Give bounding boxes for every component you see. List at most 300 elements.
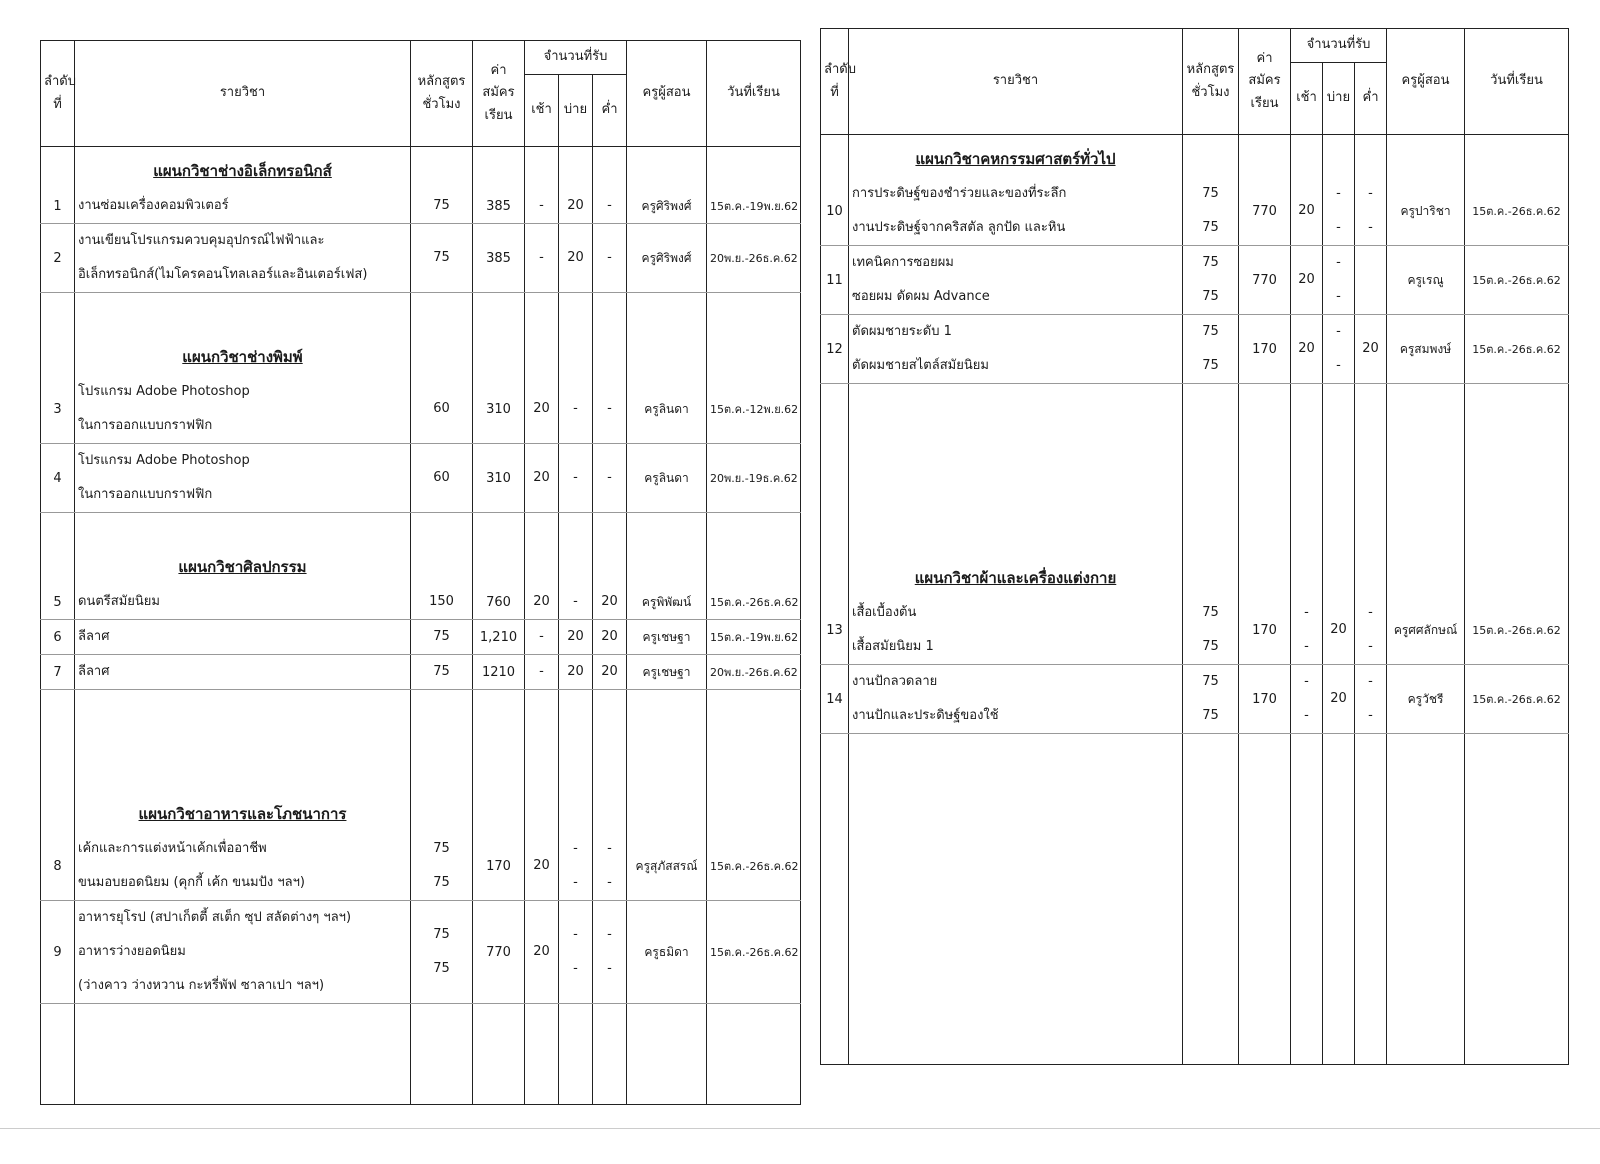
header-morning: เช้า [1291, 63, 1323, 135]
course-fee: 770 [1239, 246, 1291, 315]
capacity-evening-value: - [607, 927, 612, 942]
dept-empty-cell [411, 790, 473, 832]
course-subject-line: (ว่างคาว ว่างหวาน กะหรี่พัฟ ซาลาเปา ฯลฯ) [78, 978, 325, 993]
dept-empty-cell [411, 333, 473, 375]
header-subject: รายวิชา [849, 29, 1183, 135]
course-row [821, 315, 1569, 384]
course-subject-line: ในการออกแบบกราฟฟิก [78, 487, 213, 502]
course-date: 20พ.ย.-26ธ.ค.62 [707, 655, 801, 690]
course-subject-line: ลีลาศ [78, 629, 110, 644]
capacity-morning [1291, 177, 1323, 246]
capacity-morning-value: 20 [533, 594, 550, 609]
course-number: 13 [821, 596, 849, 665]
dept-empty-cell [1323, 135, 1355, 178]
gap-cell [41, 513, 75, 544]
dept-empty-cell [1239, 554, 1291, 596]
course-subject-line: ในการออกแบบกราฟฟิก [78, 418, 213, 433]
filler-cell [525, 1004, 559, 1105]
capacity-morning-value: 20 [533, 944, 550, 959]
course-hours [411, 224, 473, 293]
header-subject: รายวิชา [75, 41, 411, 147]
course-teacher: ครูปาริชา [1387, 177, 1465, 246]
dept-empty-cell [411, 147, 473, 190]
capacity-morning-value: 20 [533, 470, 550, 485]
department-title-cell [849, 554, 1183, 596]
dept-empty-cell [525, 543, 559, 585]
filler-cell [627, 1004, 707, 1105]
dept-empty-cell [707, 333, 801, 375]
course-hours [1183, 665, 1239, 734]
gap-cell [41, 293, 75, 334]
course-subject [849, 665, 1183, 734]
course-hours-value: 75 [433, 629, 450, 644]
dept-empty-cell [1239, 135, 1291, 178]
capacity-evening-value: - [1368, 674, 1373, 689]
dept-empty-cell [559, 790, 593, 832]
course-fee: 170 [1239, 315, 1291, 384]
header-hours: หลักสูตรชั่วโมง [411, 41, 473, 147]
course-subject [849, 246, 1183, 315]
left-table-body [41, 147, 801, 1105]
course-subject-line: โปรแกรม Adobe Photoshop [78, 384, 250, 399]
dept-empty-cell [1291, 135, 1323, 178]
course-hours [411, 444, 473, 513]
dept-empty-cell [627, 147, 707, 190]
table-bottom-filler [41, 1004, 801, 1105]
capacity-afternoon-value: 20 [567, 664, 584, 679]
header-teacher: ครูผู้สอน [1387, 29, 1465, 135]
dept-empty-cell [627, 543, 707, 585]
department-title: แผนกวิชาช่างพิมพ์ [182, 348, 303, 366]
course-subject [849, 315, 1183, 384]
gap-cell [707, 690, 801, 791]
gap-cell [525, 513, 559, 544]
course-teacher: ครูเชษฐา [627, 620, 707, 655]
dept-empty-cell [707, 790, 801, 832]
capacity-morning [1291, 665, 1323, 734]
capacity-evening [1355, 596, 1387, 665]
dept-empty-cell [473, 543, 525, 585]
course-hours-value: 75 [1202, 289, 1219, 304]
header-date: วันที่เรียน [1465, 29, 1569, 135]
filler-cell [411, 1004, 473, 1105]
course-teacher: ครูลินดา [627, 375, 707, 444]
dept-empty-cell [559, 543, 593, 585]
capacity-afternoon-value: - [573, 961, 578, 976]
course-subject [75, 832, 411, 901]
department-title-cell [75, 147, 411, 190]
capacity-morning-value: - [1304, 674, 1309, 689]
filler-cell [75, 1004, 411, 1105]
header-afternoon: บ่าย [1323, 63, 1355, 135]
capacity-evening-value: - [1368, 605, 1373, 620]
course-date: 15ต.ค.-19พ.ย.62 [707, 189, 801, 224]
course-hours [411, 832, 473, 901]
capacity-afternoon [559, 832, 593, 901]
capacity-morning-value: 20 [533, 858, 550, 873]
course-hours-value: 75 [1202, 605, 1219, 620]
capacity-morning-value: - [539, 664, 544, 679]
dept-empty-cell [411, 543, 473, 585]
course-hours-value: 150 [429, 594, 454, 609]
department-title: แผนกวิชาศิลปกรรม [178, 558, 307, 576]
gap-cell [1465, 384, 1569, 555]
filler-cell [559, 1004, 593, 1105]
capacity-evening [1355, 665, 1387, 734]
capacity-afternoon [559, 444, 593, 513]
capacity-evening [1355, 246, 1387, 315]
course-fee: 1210 [473, 655, 525, 690]
capacity-afternoon [1323, 315, 1355, 384]
course-subject-line: อิเล็กทรอนิกส์(ไมโครคอนโทลเลอร์และอินเตอร์เฟส) [78, 267, 368, 282]
capacity-afternoon-value: - [573, 594, 578, 609]
course-row [41, 585, 801, 620]
course-subject [75, 655, 411, 690]
header-evening: ค่ำ [1355, 63, 1387, 135]
course-date: 15ต.ค.-26ธ.ค.62 [1465, 596, 1569, 665]
course-date: 15ต.ค.-26ธ.ค.62 [1465, 665, 1569, 734]
capacity-afternoon-value: 20 [1330, 622, 1347, 637]
header-fee: ค่าสมัครเรียน [473, 41, 525, 147]
capacity-afternoon [559, 655, 593, 690]
course-hours-value: 75 [433, 961, 450, 976]
dept-empty-cell [593, 543, 627, 585]
course-teacher: ครูเรณู [1387, 246, 1465, 315]
department-row [41, 147, 801, 190]
department-title: แผนกวิชาช่างอิเล็กทรอนิกส์ [153, 162, 332, 180]
course-subject-line: เทคนิคการซอยผม [852, 255, 954, 270]
course-fee: 760 [473, 585, 525, 620]
gap-cell [627, 293, 707, 334]
gap-cell [593, 690, 627, 791]
capacity-afternoon [559, 375, 593, 444]
capacity-morning [525, 655, 559, 690]
dept-empty-cell [627, 333, 707, 375]
capacity-evening [1355, 315, 1387, 384]
department-title: แผนกวิชาผ้าและเครื่องแต่งกาย [914, 569, 1117, 587]
capacity-evening-value: - [607, 961, 612, 976]
course-hours-value: 75 [433, 841, 450, 856]
table-bottom-filler [821, 734, 1569, 1065]
capacity-afternoon-value: 20 [1330, 691, 1347, 706]
gap-cell [41, 690, 75, 791]
capacity-morning-value: 20 [1298, 203, 1315, 218]
dept-empty-cell [1291, 554, 1323, 596]
course-subject [75, 224, 411, 293]
capacity-evening-value: 20 [601, 664, 618, 679]
course-teacher: ครูพิพัฒน์ [627, 585, 707, 620]
capacity-afternoon-value: 20 [567, 250, 584, 265]
course-teacher: ครูเชษฐา [627, 655, 707, 690]
capacity-afternoon [559, 189, 593, 224]
capacity-afternoon [1323, 246, 1355, 315]
dept-empty-cell [593, 147, 627, 190]
gap-cell [411, 513, 473, 544]
capacity-afternoon [559, 620, 593, 655]
header-no: ลำดับที่ [41, 41, 75, 147]
gap-cell [1239, 384, 1291, 555]
section-gap [41, 513, 801, 544]
gap-cell [75, 513, 411, 544]
department-row [41, 333, 801, 375]
course-row [821, 665, 1569, 734]
gap-cell [707, 513, 801, 544]
section-gap [41, 690, 801, 791]
header-capacity: จำนวนที่รับ [1291, 29, 1387, 63]
capacity-morning [525, 224, 559, 293]
dept-empty-cell [1465, 554, 1569, 596]
course-subject-line: ตัดผมชายสไตล์สมัยนิยม [852, 358, 989, 373]
dept-empty-cell [525, 790, 559, 832]
course-fee: 1,210 [473, 620, 525, 655]
capacity-morning [525, 375, 559, 444]
course-hours-value: 75 [433, 875, 450, 890]
right-schedule-table [820, 28, 1569, 1065]
course-hours-value: 75 [433, 250, 450, 265]
filler-cell [1323, 734, 1355, 1065]
course-date: 15ต.ค.-19พ.ย.62 [707, 620, 801, 655]
capacity-evening-value: - [1368, 708, 1373, 723]
course-number: 14 [821, 665, 849, 734]
dept-empty-cell [559, 333, 593, 375]
dept-no-cell [41, 333, 75, 375]
course-hours [411, 585, 473, 620]
gap-cell [525, 690, 559, 791]
capacity-morning-value: - [1304, 639, 1309, 654]
course-teacher: ครูศิริพงศ์ [627, 189, 707, 224]
filler-cell [473, 1004, 525, 1105]
header-morning: เช้า [525, 75, 559, 147]
header-no: ลำดับที่ [821, 29, 849, 135]
course-row [41, 832, 801, 901]
course-row [41, 375, 801, 444]
course-fee: 770 [473, 901, 525, 1004]
course-number: 2 [41, 224, 75, 293]
capacity-morning-value: - [539, 629, 544, 644]
course-fee: 170 [473, 832, 525, 901]
header-evening: ค่ำ [593, 75, 627, 147]
course-hours [411, 655, 473, 690]
filler-cell [707, 1004, 801, 1105]
dept-empty-cell [473, 147, 525, 190]
course-fee: 170 [1239, 596, 1291, 665]
course-fee: 170 [1239, 665, 1291, 734]
capacity-afternoon [1323, 665, 1355, 734]
capacity-afternoon-value: - [573, 841, 578, 856]
course-fee: 770 [1239, 177, 1291, 246]
dept-empty-cell [1355, 554, 1387, 596]
header-teacher: ครูผู้สอน [627, 41, 707, 147]
course-teacher: ครูวัชรี [1387, 665, 1465, 734]
course-number: 1 [41, 189, 75, 224]
capacity-evening-value: 20 [601, 629, 618, 644]
dept-empty-cell [473, 790, 525, 832]
capacity-morning [525, 585, 559, 620]
course-subject [75, 901, 411, 1004]
capacity-evening-value: - [607, 470, 612, 485]
course-subject-line: การประดิษฐ์ของชำร่วยและของที่ระลึก [852, 186, 1067, 201]
capacity-evening-value: - [1368, 220, 1373, 235]
course-subject-line: ตัดผมชายระดับ 1 [852, 324, 952, 339]
dept-empty-cell [1387, 135, 1465, 178]
course-subject-line: ซอยผม ดัดผม Advance [852, 289, 990, 304]
filler-cell [1387, 734, 1465, 1065]
course-hours-value: 75 [1202, 186, 1219, 201]
gap-cell [559, 690, 593, 791]
course-subject-line: งานเขียนโปรแกรมควบคุมอุปกรณ์ไฟฟ้าและ [78, 233, 325, 248]
capacity-evening-value: - [607, 250, 612, 265]
header-capacity: จำนวนที่รับ [525, 41, 627, 75]
course-hours-value: 75 [1202, 639, 1219, 654]
capacity-evening [593, 375, 627, 444]
course-hours-value: 75 [1202, 324, 1219, 339]
course-hours [1183, 315, 1239, 384]
capacity-morning [1291, 596, 1323, 665]
gap-cell [473, 513, 525, 544]
dept-empty-cell [593, 333, 627, 375]
gap-cell [707, 293, 801, 334]
course-subject [75, 585, 411, 620]
capacity-morning-value: - [1304, 708, 1309, 723]
course-row [41, 444, 801, 513]
filler-cell [1355, 734, 1387, 1065]
capacity-evening [593, 585, 627, 620]
course-fee: 310 [473, 375, 525, 444]
capacity-morning [525, 832, 559, 901]
capacity-morning [1291, 315, 1323, 384]
course-subject-line: อาหารว่างยอดนิยม [78, 944, 186, 959]
course-subject [75, 620, 411, 655]
gap-cell [821, 384, 849, 555]
capacity-afternoon-value: - [573, 401, 578, 416]
course-number: 7 [41, 655, 75, 690]
course-hours [411, 375, 473, 444]
course-subject-line: เสื้อสมัยนิยม 1 [852, 639, 934, 654]
course-fee: 310 [473, 444, 525, 513]
capacity-afternoon-value: - [1336, 255, 1341, 270]
dept-empty-cell [1183, 554, 1239, 596]
dept-empty-cell [559, 147, 593, 190]
gap-cell [1355, 384, 1387, 555]
gap-cell [525, 293, 559, 334]
course-number: 10 [821, 177, 849, 246]
capacity-afternoon [559, 901, 593, 1004]
course-hours-value: 60 [433, 470, 450, 485]
dept-no-cell [821, 554, 849, 596]
gap-cell [1387, 384, 1465, 555]
dept-empty-cell [1355, 135, 1387, 178]
gap-cell [627, 513, 707, 544]
capacity-morning [525, 620, 559, 655]
capacity-evening-value: - [1368, 186, 1373, 201]
capacity-evening-value: - [1368, 639, 1373, 654]
department-row [41, 790, 801, 832]
gap-cell [473, 293, 525, 334]
course-row [41, 224, 801, 293]
course-hours-value: 75 [1202, 255, 1219, 270]
capacity-evening [593, 901, 627, 1004]
gap-cell [1291, 384, 1323, 555]
capacity-morning-value: 20 [1298, 341, 1315, 356]
gap-cell [411, 690, 473, 791]
capacity-evening-value: - [607, 875, 612, 890]
capacity-afternoon-value: - [1336, 358, 1341, 373]
capacity-evening-value: - [607, 401, 612, 416]
left-schedule-table [40, 40, 801, 1105]
capacity-evening-value: - [607, 198, 612, 213]
capacity-evening-value [1358, 263, 1383, 297]
header-date: วันที่เรียน [707, 41, 801, 147]
course-row [821, 246, 1569, 315]
dept-empty-cell [593, 790, 627, 832]
course-hours-value: 75 [1202, 708, 1219, 723]
dept-empty-cell [707, 147, 801, 190]
header-hours: หลักสูตรชั่วโมง [1183, 29, 1239, 135]
gap-cell [849, 384, 1183, 555]
course-number: 9 [41, 901, 75, 1004]
course-date: 20พ.ย.-19ธ.ค.62 [707, 444, 801, 513]
capacity-afternoon-value: - [573, 875, 578, 890]
capacity-afternoon [1323, 177, 1355, 246]
capacity-evening [593, 189, 627, 224]
filler-cell [849, 734, 1183, 1065]
capacity-afternoon-value: 20 [567, 198, 584, 213]
capacity-afternoon [1323, 596, 1355, 665]
filler-cell [41, 1004, 75, 1105]
dept-empty-cell [1323, 554, 1355, 596]
course-teacher: ครูสุภัสสรณ์ [627, 832, 707, 901]
department-title-cell [75, 333, 411, 375]
capacity-afternoon-value: - [1336, 186, 1341, 201]
dept-no-cell [41, 147, 75, 190]
course-number: 4 [41, 444, 75, 513]
course-hours [1183, 246, 1239, 315]
dept-empty-cell [627, 790, 707, 832]
department-title: แผนกวิชาอาหารและโภชนาการ [138, 805, 347, 823]
course-number: 6 [41, 620, 75, 655]
course-number: 8 [41, 832, 75, 901]
course-date: 20พ.ย.-26ธ.ค.62 [707, 224, 801, 293]
dept-empty-cell [525, 147, 559, 190]
capacity-afternoon [559, 224, 593, 293]
course-subject [75, 444, 411, 513]
capacity-afternoon-value: - [1336, 289, 1341, 304]
capacity-afternoon [559, 585, 593, 620]
dept-no-cell [41, 543, 75, 585]
capacity-evening-value: 20 [601, 594, 618, 609]
course-number: 12 [821, 315, 849, 384]
capacity-morning-value: 20 [1298, 272, 1315, 287]
page-edge-line [0, 1128, 1600, 1129]
course-date: 15ต.ค.-26ธ.ค.62 [707, 832, 801, 901]
header-afternoon: บ่าย [559, 75, 593, 147]
capacity-morning-value: - [539, 250, 544, 265]
course-hours [1183, 596, 1239, 665]
capacity-morning-value: - [539, 198, 544, 213]
course-subject-line: เค้กและการแต่งหน้าเค้กเพื่ออาชีพ [78, 841, 267, 856]
course-teacher: ครูลินดา [627, 444, 707, 513]
course-date: 15ต.ค.-26ธ.ค.62 [1465, 177, 1569, 246]
course-row [41, 189, 801, 224]
course-subject-line: เสื้อเบื้องต้น [852, 605, 917, 620]
capacity-morning [525, 189, 559, 224]
gap-cell [1183, 384, 1239, 555]
course-subject-line: งานปักและประดิษฐ์ของใช้ [852, 708, 999, 723]
capacity-morning-value: 20 [533, 401, 550, 416]
capacity-evening [593, 444, 627, 513]
capacity-afternoon-value: 20 [567, 629, 584, 644]
course-subject-line: ดนตรีสมัยนิยม [78, 594, 160, 609]
